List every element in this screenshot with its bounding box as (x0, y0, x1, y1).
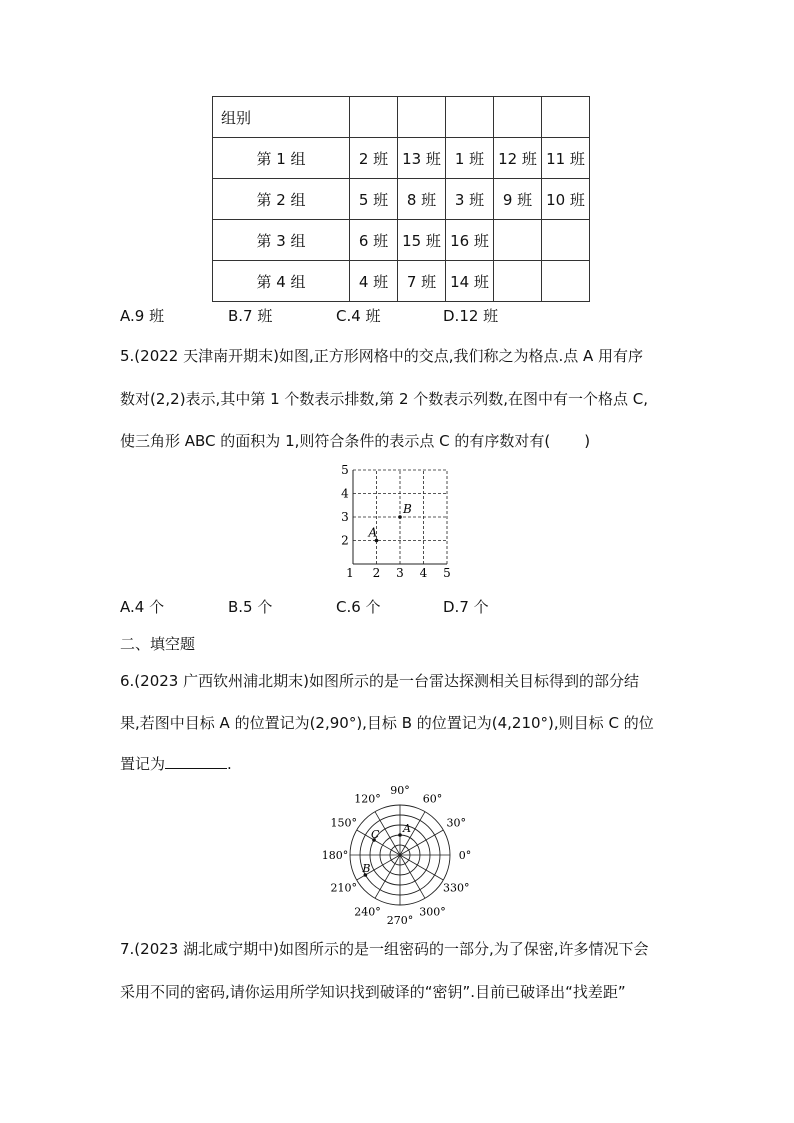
table-cell: 4 班 (350, 261, 398, 302)
q6-line-3 (120, 753, 232, 774)
table-cell (494, 261, 542, 302)
answer-blank[interactable] (165, 754, 227, 769)
option-a[interactable]: A.9 班 (120, 307, 165, 325)
q6-line-2: 果,若图中目标 A 的位置记为(2,90°),目标 B 的位置记为(4,210°),则目标 C 的位 (120, 714, 654, 732)
y-tick-label: 4 (341, 486, 349, 501)
table-header-empty (494, 97, 542, 138)
angle-label: 240° (354, 905, 381, 919)
table-header-empty (542, 97, 590, 138)
angle-label: 30° (446, 816, 467, 830)
point-label: B (403, 502, 412, 516)
section-title: 二、填空题 (120, 635, 196, 653)
table-row (213, 179, 590, 220)
option-c[interactable]: C.4 班 (336, 307, 381, 325)
point-label: A (368, 525, 378, 540)
table-cell: 12 班 (494, 138, 542, 179)
table-cell (494, 220, 542, 261)
option-a[interactable]: A.4 个 (120, 598, 165, 616)
table-header-row (213, 97, 590, 138)
table-cell: 2 班 (350, 138, 398, 179)
table-header-empty (398, 97, 446, 138)
table-cell: 15 班 (398, 220, 446, 261)
radar-point (398, 833, 402, 837)
q5-line-2: 数对(2,2)表示,其中第 1 个数表示排数,第 2 个数表示列数,在图中有一个格点 C, (120, 390, 649, 408)
q6-line-3-end: . (227, 755, 232, 773)
table-cell (542, 220, 590, 261)
angle-label: 90° (390, 784, 410, 797)
angle-label: 0° (458, 849, 472, 862)
table-cell: 1 班 (446, 138, 494, 179)
radar-point-label: C (371, 828, 380, 841)
x-tick-label: 2 (372, 566, 381, 580)
q5-line-1: 5.(2022 天津南开期末)如图,正方形网格中的交点,我们称之为格点.点 A 用有序 (120, 347, 644, 365)
group-label: 第 2 组 (213, 179, 350, 220)
grid-points (368, 502, 413, 542)
table-row (213, 220, 590, 261)
y-tick-label: 5 (341, 463, 349, 477)
angle-label: 270° (386, 914, 414, 927)
table-row (213, 138, 590, 179)
angle-label: 150° (330, 816, 357, 830)
option-b[interactable]: B.7 班 (228, 307, 273, 325)
table-cell: 16 班 (446, 220, 494, 261)
angle-label: 120° (354, 792, 381, 806)
table-cell: 7 班 (398, 261, 446, 302)
q7-line-2: 采用不同的密码,请你运用所学知识找到破译的“密钥”.目前已破译出“找差距” (120, 983, 626, 1001)
x-tick-label: 5 (443, 566, 451, 580)
table-cell: 3 班 (446, 179, 494, 220)
y-tick-label: 3 (341, 510, 349, 524)
table-header-empty (446, 97, 494, 138)
q5-line-3-end: ) (584, 432, 591, 450)
option-d[interactable]: D.7 个 (443, 598, 489, 616)
table-header-empty (350, 97, 398, 138)
class-groups-table (212, 96, 590, 302)
radar-figure (305, 775, 495, 930)
option-c[interactable]: C.6 个 (336, 598, 381, 616)
table-header-cell: 组别 (213, 97, 350, 138)
q5-line-3-text: 使三角形 ABC 的面积为 1,则符合条件的表示点 C 的有序数对有( (120, 432, 551, 450)
x-tick-label: 4 (419, 566, 428, 580)
angle-label: 60° (422, 792, 443, 806)
radar-point-label: B (362, 862, 371, 875)
grid-point (398, 515, 402, 519)
group-label: 第 4 组 (213, 261, 350, 302)
table-cell: 10 班 (542, 179, 590, 220)
q5-line-3 (120, 430, 590, 451)
grid-figure (335, 462, 460, 580)
group-label: 第 1 组 (213, 138, 350, 179)
q6-line-3-text: 置记为 (120, 755, 166, 773)
angle-label: 210° (330, 881, 357, 895)
table-cell: 5 班 (350, 179, 398, 220)
angle-label: 180° (321, 849, 349, 862)
q7-line-1: 7.(2023 湖北咸宁期中)如图所示的是一组密码的一部分,为了保密,许多情况下会 (120, 940, 649, 958)
table-cell: 14 班 (446, 261, 494, 302)
x-tick-label: 3 (396, 566, 404, 580)
grid-tick-labels (341, 463, 451, 580)
table-cell: 6 班 (350, 220, 398, 261)
angle-label: 300° (419, 905, 446, 919)
table-cell: 13 班 (398, 138, 446, 179)
angle-label: 330° (443, 881, 470, 895)
table-cell (542, 261, 590, 302)
x-tick-label: 1 (346, 566, 354, 580)
option-d[interactable]: D.12 班 (443, 307, 499, 325)
y-tick-label: 2 (341, 533, 349, 548)
option-b[interactable]: B.5 个 (228, 598, 273, 616)
radar-rings (350, 805, 450, 905)
table-cell: 9 班 (494, 179, 542, 220)
table-row (213, 261, 590, 302)
q6-line-1: 6.(2023 广西钦州浦北期末)如图所示的是一台雷达探测相关目标得到的部分结 (120, 672, 639, 690)
table-cell: 11 班 (542, 138, 590, 179)
table-cell: 8 班 (398, 179, 446, 220)
group-label: 第 3 组 (213, 220, 350, 261)
radar-point-label: A (403, 822, 411, 835)
